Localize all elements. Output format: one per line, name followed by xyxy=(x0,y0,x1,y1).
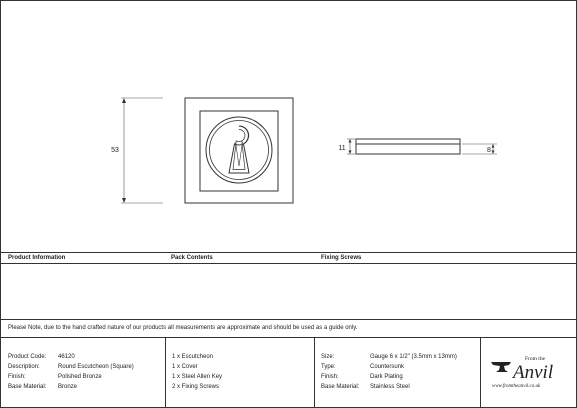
section-fixing-screws: Fixing Screws xyxy=(321,255,362,261)
dim-arrow-left-bottom xyxy=(349,151,352,155)
column-divider-1 xyxy=(165,338,166,407)
dim-arrow-right-top xyxy=(492,144,495,148)
product-label: Product Code: xyxy=(8,354,47,360)
screw-value: Countersunk xyxy=(370,364,405,370)
screw-value: Gauge 6 x 1/2" (3.5mm x 13mm) xyxy=(370,354,457,360)
screw-label: Finish: xyxy=(321,374,339,380)
logo-graphic xyxy=(489,351,573,391)
pack-item: 1 x Steel Allen Key xyxy=(172,374,223,380)
column-divider-2 xyxy=(314,338,315,407)
screw-row xyxy=(321,364,405,370)
divider-top xyxy=(1,252,576,253)
anvil-icon xyxy=(491,362,511,372)
rose-outer-square xyxy=(185,98,293,203)
drawing-canvas xyxy=(1,1,576,253)
column-divider-3 xyxy=(480,338,481,407)
side-view-cover xyxy=(356,139,460,144)
dim-arrow-bottom xyxy=(122,198,126,203)
screw-row xyxy=(321,374,403,380)
product-label: Base Material: xyxy=(8,384,47,390)
keyhole-bevel xyxy=(236,142,243,166)
product-value: Round Escutcheon (Square) xyxy=(58,364,134,370)
screw-label: Base Material: xyxy=(321,384,360,390)
product-value: 46120 xyxy=(58,354,75,360)
product-row xyxy=(8,384,78,390)
dim-label-left: 11 xyxy=(338,145,346,152)
dim-label-main: 53 xyxy=(111,147,119,154)
side-view-rose xyxy=(356,144,460,154)
product-label: Description: xyxy=(8,364,40,370)
screw-value: Dark Plating xyxy=(370,374,403,380)
screw-label: Type: xyxy=(321,364,336,370)
dim-label-right: 8 xyxy=(487,147,491,154)
keyhole-inner-outline xyxy=(233,130,245,170)
technical-drawing xyxy=(1,1,576,253)
screw-row xyxy=(321,384,410,390)
pack-item: 1 x Escutcheon xyxy=(172,354,214,360)
logo-brand: Anvil xyxy=(513,362,554,383)
product-label: Finish: xyxy=(8,374,26,380)
product-row xyxy=(8,374,102,380)
section-product-information: Product Information xyxy=(8,255,66,261)
screw-label: Size: xyxy=(321,354,335,360)
dim-arrow-right-bottom xyxy=(492,151,495,155)
screw-value: Stainless Steel xyxy=(370,384,410,390)
divider-note-bottom xyxy=(1,337,576,338)
dim-arrow-left-top xyxy=(349,139,352,143)
divider-section-heads xyxy=(1,263,576,264)
section-pack-contents: Pack Contents xyxy=(171,255,213,261)
logo-url: www.fromtheanvil.co.uk xyxy=(492,384,541,389)
brand-logo xyxy=(489,351,573,391)
product-value: Polished Bronze xyxy=(58,374,102,380)
pack-item: 2 x Fixing Screws xyxy=(172,384,220,390)
logo-from-the: From the xyxy=(525,356,546,362)
divider-note-top xyxy=(1,319,576,320)
dim-arrow-top xyxy=(122,98,126,103)
measurement-note: Please Note, due to the hand crafted nature of our products all measurements are approximate and should be used as a guide only. xyxy=(8,325,358,331)
rose-inner-square xyxy=(200,111,278,191)
product-value: Bronze xyxy=(58,384,78,390)
pack-item: 1 x Cover xyxy=(172,364,198,370)
product-row xyxy=(8,354,75,360)
product-row xyxy=(8,364,134,370)
screw-row xyxy=(321,354,457,360)
